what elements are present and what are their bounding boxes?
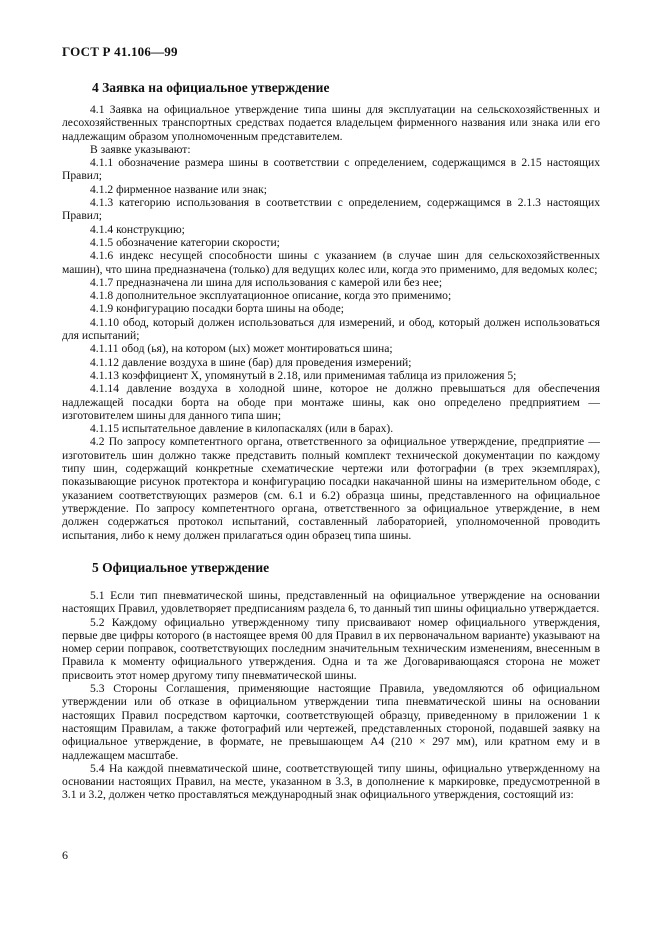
paragraph: 4.1.6 индекс несущей способности шины с указанием (в случае шин для сельскохозяйственных машин), что шина предназначена (только) для ведущих колес или, когда это применимо, для ведомых колес; <box>62 249 600 276</box>
paragraph: 4.1.7 предназначена ли шина для использования с камерой или без нее; <box>90 275 443 289</box>
paragraph: 4.1.12 давление воздуха в шине (бар) для проведения измерений; <box>90 355 412 369</box>
paragraph: 4.1.11 обод (ья), на котором (ых) может монтироваться шина; <box>90 342 393 356</box>
paragraph: 4.1.13 коэффициент X, упомянутый в 2.18, или применимая таблица из приложения 5; <box>90 368 517 382</box>
paragraph: 5.1 Если тип пневматической шины, представленный на официальное утверждение на основании настоящих Правил, удовлетворяет предписаниям раздела 6, то данный тип шины официально утверждается. <box>62 589 600 616</box>
paragraph: 4.1.9 конфигурацию посадки борта шины на ободе; <box>90 302 344 316</box>
paragraph: 4.1.5 обозначение категории скорости; <box>90 235 280 249</box>
paragraph: 4.1.4 конструкцию; <box>90 222 185 236</box>
document-code: ГОСТ Р 41.106—99 <box>62 44 178 59</box>
paragraph: 5.2 Каждому официально утвержденному типу присваивают номер официального утверждения, первые две цифры которого (в настоящее время 00 для Правил в их первоначальном варианте) указывают на номер серии поправок, соответствующих последним значительным техническим изменениям, внесенным в Правила к моменту официального утверждения. Одна и та же Договаривающаяся сторона не может присвоить этот номер другому типу пневматической шины. <box>62 615 600 682</box>
paragraph: 4.1.15 испытательное давление в килопаскалях (или в барах). <box>90 422 394 436</box>
section-5-body <box>62 589 600 802</box>
section-5-title: 5 Официальное утверждение <box>92 560 270 575</box>
section-4-body <box>62 103 600 542</box>
paragraph: 5.3 Стороны Соглашения, применяющие настоящие Правила, уведомляются об официальном утверждении или об отказе в официальном утверждении типа пневматической шины на основании настоящих Правил посредством карточки, соответствующей образцу, приведенному в приложении 1 к настоящим Правилам, а также фотографий или чертежей, представленных стороной, подавшей заявку на официальное утверждение, в формате, не превышающем А4 (210 × 297 мм), или кратном ему и в надлежащем масштабе. <box>62 682 600 762</box>
paragraph: 4.1.14 давление воздуха в холодной шине, которое не должно превышаться для обеспечения надлежащей посадки борта на ободе при монтаже шины, как оно определено предприятием — изготовителем шины для данного типа шин; <box>62 382 600 422</box>
section-4-title: 4 Заявка на официальное утверждение <box>92 80 330 95</box>
paragraph: 4.2 По запросу компетентного органа, ответственного за официальное утверждение, предприятие — изготовитель шин должно также представить полный комплект технической документации по каждому типу шин, содержащий конкретные схематические чертежи или фотографии (в трех экземплярах), показывающие рисунок протектора и конфигурацию посадки накачанной шины на измерительном ободе, с указанием соответствующих размеров (см. 6.1 и 6.2) образца шины, представленного на официальное утверждение. По запросу компетентного органа, ответственного за официальное утверждение, в нем должен содержаться протокол испытаний, составленный лабораторией, уполномоченной проводить испытания, либо к нему должен прилагаться один образец типа шины. <box>62 435 600 542</box>
paragraph: 4.1.3 категорию использования в соответствии с определением, содержащимся в 2.1.3 настоящих Правил; <box>62 196 600 223</box>
paragraph: В заявке указывают: <box>90 142 191 156</box>
page-number: 6 <box>62 848 68 862</box>
paragraph: 4.1.8 дополнительное эксплуатационное описание, когда это применимо; <box>90 289 452 303</box>
paragraph: 4.1 Заявка на официальное утверждение типа шины для эксплуатации на сельскохозяйственных и лесохозяйственных транспортных средствах подается владельцем фирменного названия или знака или его надлежащим образом уполномоченным представителем. <box>62 103 600 143</box>
paragraph: 4.1.10 обод, который должен использоваться для измерений, и обод, который должен использоваться для испытаний; <box>62 315 600 343</box>
paragraph: 5.4 На каждой пневматической шине, соответствующей типу шины, официально утвержденному на основании настоящих Правил, на месте, указанном в 3.3, в дополнение к маркировке, предусмотренной в 3.1 и 3.2, должен четко проставляться международный знак официального утверждения, состоящий из: <box>62 761 600 802</box>
paragraph: 4.1.1 обозначение размера шины в соответствии с определением, содержащимся в 2.15 настоящих Правил; <box>62 156 600 183</box>
paragraph: 4.1.2 фирменное название или знак; <box>90 182 268 196</box>
